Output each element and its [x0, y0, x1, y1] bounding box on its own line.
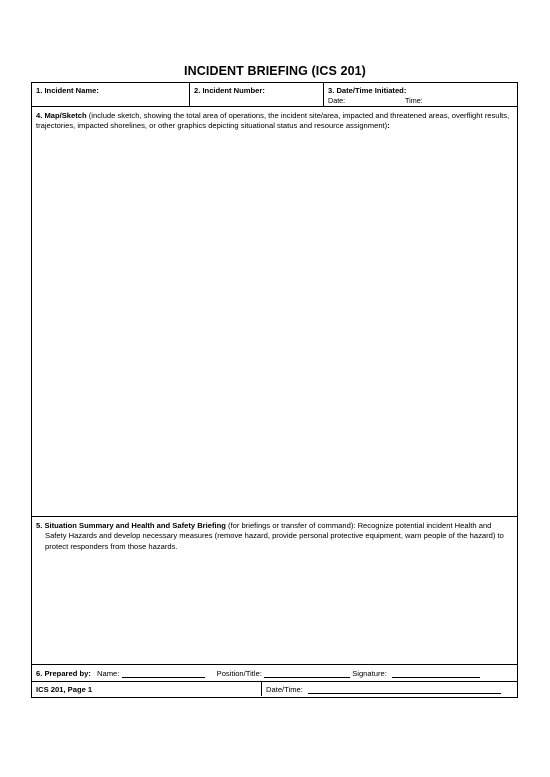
name-label: Name:	[97, 669, 120, 678]
situation-summary-section[interactable]	[32, 517, 517, 665]
footer-row	[32, 682, 517, 696]
form-title: INCIDENT BRIEFING (ICS 201)	[184, 64, 366, 78]
position-title-label: Position/Title:	[216, 669, 262, 678]
position-title-field[interactable]	[264, 669, 350, 678]
header-row	[32, 83, 517, 107]
form-page-id: ICS 201, Page 1	[32, 682, 262, 696]
prepared-by-label: 6. Prepared by:	[36, 669, 91, 678]
date-label[interactable]: Date:	[328, 96, 346, 105]
map-sketch-colon: :	[387, 121, 390, 131]
map-sketch-section[interactable]	[32, 107, 517, 517]
date-time-subfields	[328, 96, 514, 105]
situation-summary-text	[36, 521, 507, 552]
situation-summary-description: : Recognize potential incident Health and Safety Hazards and develop necessary measures (remove hazard, provide personal protective equipment, warn people of the hazard) to protect responders from those hazards.	[45, 521, 504, 551]
prepared-by-row	[32, 665, 517, 682]
footer-date-time	[262, 682, 517, 696]
signature-field[interactable]	[392, 669, 480, 678]
date-time-initiated-label: 3. Date/Time Initiated:	[328, 86, 407, 95]
ics-201-form	[31, 82, 518, 698]
footer-date-time-field[interactable]	[308, 685, 501, 694]
name-field[interactable]	[122, 669, 205, 678]
signature-label: Signature:	[352, 669, 387, 678]
situation-summary-label: 5. Situation Summary and Health and Safety Briefing	[36, 521, 226, 530]
map-sketch-label: 4. Map/Sketch	[36, 111, 87, 120]
incident-number-label: 2. Incident Number:	[194, 86, 265, 95]
time-label[interactable]: Time:	[405, 96, 423, 105]
incident-name-field[interactable]	[32, 83, 190, 106]
map-sketch-description: (include sketch, showing the total area of operations, the incident site/area, impacted and threatened areas, overflight results, trajectories, impacted shorelines, or other graphics depicting situational status and resource assignment)	[36, 111, 510, 131]
footer-date-time-label: Date/Time:	[266, 685, 303, 694]
incident-number-field[interactable]	[190, 83, 324, 106]
date-time-initiated-field	[324, 83, 517, 106]
situation-summary-paren: (for briefings or transfer of command)	[225, 521, 354, 530]
incident-name-label: 1. Incident Name:	[36, 86, 99, 95]
